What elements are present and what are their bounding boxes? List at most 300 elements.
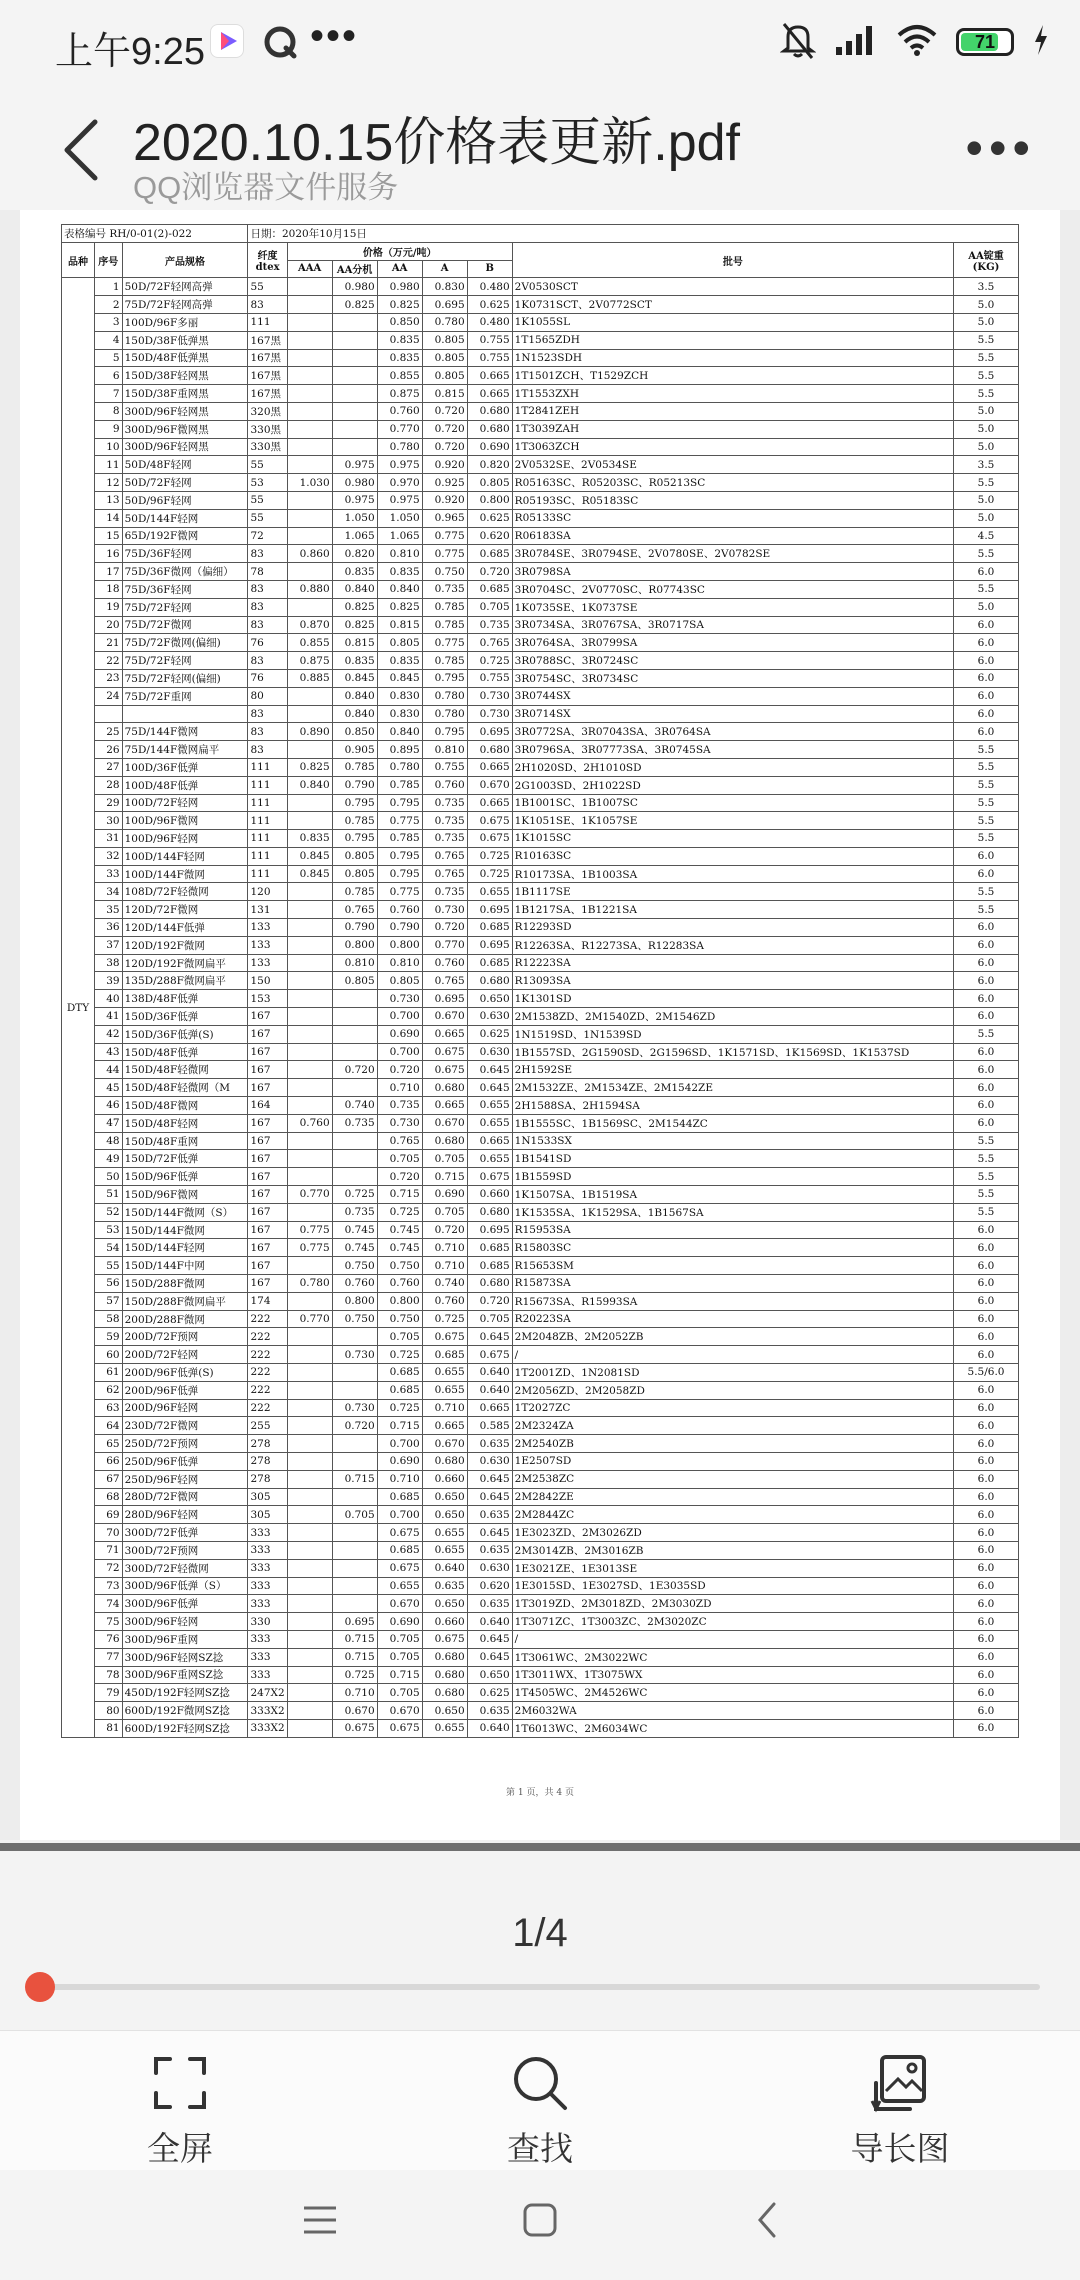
spec-cell: 150D/48F低弹黑 (122, 349, 248, 367)
b-cell: 0.685 (467, 919, 512, 937)
seq-cell: 11 (95, 456, 123, 474)
table-row (62, 349, 1019, 367)
table-row (62, 1097, 1019, 1115)
b-cell: 0.720 (467, 1292, 512, 1310)
aa-cell: 0.760 (377, 1275, 422, 1293)
aaa-cell: 0.760 (287, 1114, 332, 1132)
aa-split-cell: 0.740 (332, 1097, 377, 1115)
batch-cell: 2M2324ZA (512, 1417, 953, 1435)
fineness-cell: 167黑 (248, 385, 287, 403)
bottom-toolbar (0, 2030, 1080, 2171)
weight-cell: 6.0 (954, 1346, 1019, 1364)
fineness-cell: 131 (248, 901, 287, 919)
aa-cell: 0.830 (377, 687, 422, 705)
aa-cell: 0.970 (377, 474, 422, 492)
aa-split-cell: 0.715 (332, 1648, 377, 1666)
a-cell: 0.690 (422, 1186, 467, 1204)
aa-split-cell: 0.710 (332, 1684, 377, 1702)
pdf-viewport[interactable] (0, 210, 1080, 1840)
batch-cell: 1T3061WC、2M3022WC (512, 1648, 953, 1666)
batch-cell: R15653SM (512, 1257, 953, 1275)
fineness-cell: 167 (248, 1275, 287, 1293)
aa-cell: 0.805 (377, 972, 422, 990)
batch-cell: 1T2001ZD、1N2081SD (512, 1364, 953, 1382)
aaa-cell (287, 954, 332, 972)
batch-cell: 2M2842ZE (512, 1488, 953, 1506)
aaa-cell (287, 438, 332, 456)
spec-cell: 150D/288F微网 (122, 1275, 248, 1293)
batch-cell: 3R0788SC、3R0724SC (512, 652, 953, 670)
weight-cell: 6.0 (954, 936, 1019, 954)
a-cell: 0.665 (422, 1025, 467, 1043)
batch-cell: 3R0704SC、2V0770SC、R07743SC (512, 580, 953, 598)
table-row (62, 1292, 1019, 1310)
seq-cell: 69 (95, 1506, 123, 1524)
table-row (62, 402, 1019, 420)
aaa-cell (287, 1150, 332, 1168)
spec-cell: 280D/96F轻网 (122, 1506, 248, 1524)
aa-split-cell: 0.820 (332, 545, 377, 563)
mute-icon (780, 20, 816, 65)
aa-cell: 0.835 (377, 331, 422, 349)
aaa-cell (287, 527, 332, 545)
weight-cell: 6.0 (954, 847, 1019, 865)
weight-cell: 6.0 (954, 1613, 1019, 1631)
aa-cell: 0.705 (377, 1328, 422, 1346)
find-button[interactable] (460, 2053, 620, 2170)
weight-cell: 5.5 (954, 474, 1019, 492)
fineness-cell: 278 (248, 1470, 287, 1488)
aa-split-cell: 0.800 (332, 1292, 377, 1310)
spec-cell: 100D/96F轻网 (122, 830, 248, 848)
batch-cell: 2H1592SE (512, 1061, 953, 1079)
table-row (62, 758, 1019, 776)
aa-split-cell: 0.845 (332, 669, 377, 687)
aaa-cell: 0.860 (287, 545, 332, 563)
b-cell: 0.665 (467, 794, 512, 812)
aaa-cell (287, 1506, 332, 1524)
b-cell: 0.665 (467, 1399, 512, 1417)
table-row (62, 545, 1019, 563)
fineness-cell: 83 (248, 296, 287, 314)
aa-cell: 0.770 (377, 420, 422, 438)
fineness-cell: 83 (248, 741, 287, 759)
table-row (62, 794, 1019, 812)
b-cell: 0.630 (467, 1559, 512, 1577)
seq-cell: 14 (95, 509, 123, 527)
weight-cell: 5.5/6.0 (954, 1364, 1019, 1382)
back-button[interactable] (55, 110, 115, 190)
aa-split-cell: 0.745 (332, 1221, 377, 1239)
fineness-cell: 305 (248, 1506, 287, 1524)
seq-cell: 78 (95, 1666, 123, 1684)
aa-split-cell (332, 1132, 377, 1150)
signal-icon (834, 23, 878, 62)
table-row (62, 1008, 1019, 1026)
table-row (62, 385, 1019, 403)
charging-icon (1032, 23, 1050, 62)
aaa-cell (287, 367, 332, 385)
a-cell: 0.775 (422, 634, 467, 652)
table-row (62, 741, 1019, 759)
batch-cell: 1N1519SD、1N1539SD (512, 1025, 953, 1043)
aaa-cell (287, 1025, 332, 1043)
batch-cell: / (512, 1630, 953, 1648)
document-title: 2020.10.15价格表更新.pdf (133, 114, 740, 172)
table-row (62, 901, 1019, 919)
long-image-button[interactable] (820, 2053, 980, 2170)
batch-cell: 3R0754SC、3R0734SC (512, 669, 953, 687)
b-cell: 0.625 (467, 1025, 512, 1043)
aa-cell: 0.765 (377, 1132, 422, 1150)
fineness-cell: 333X2 (248, 1719, 287, 1737)
fineness-cell: 333X2 (248, 1702, 287, 1720)
long-image-label: 导长图 (850, 2130, 950, 2167)
aa-split-cell: 0.825 (332, 296, 377, 314)
b-cell: 0.620 (467, 527, 512, 545)
seq-cell: 44 (95, 1061, 123, 1079)
seq-cell: 57 (95, 1292, 123, 1310)
fullscreen-button[interactable] (100, 2053, 260, 2170)
spec-cell: 100D/72F轻网 (122, 794, 248, 812)
b-cell: 0.620 (467, 1577, 512, 1595)
aa-split-cell: 0.850 (332, 723, 377, 741)
aa-cell: 0.785 (377, 776, 422, 794)
aaa-cell (287, 1488, 332, 1506)
weight-cell: 6.0 (954, 1435, 1019, 1453)
b-cell: 0.680 (467, 420, 512, 438)
b-cell: 0.645 (467, 1648, 512, 1666)
b-cell: 0.640 (467, 1719, 512, 1737)
table-row (62, 1328, 1019, 1346)
batch-cell: R20223SA (512, 1310, 953, 1328)
weight-cell: 5.5 (954, 1025, 1019, 1043)
aa-cell: 0.685 (377, 1541, 422, 1559)
weight-cell: 6.0 (954, 1630, 1019, 1648)
aa-cell: 0.675 (377, 1524, 422, 1542)
fineness-cell: 83 (248, 705, 287, 723)
spec-cell: 200D/96F低弹(S) (122, 1364, 248, 1382)
fineness-cell: 222 (248, 1346, 287, 1364)
aa-split-cell: 0.825 (332, 598, 377, 616)
batch-cell: 1T2027ZC (512, 1399, 953, 1417)
batch-cell: 1B1117SE (512, 883, 953, 901)
aa-split-cell: 0.750 (332, 1310, 377, 1328)
table-row (62, 1648, 1019, 1666)
aaa-cell: 0.770 (287, 1310, 332, 1328)
weight-cell: 6.0 (954, 1702, 1019, 1720)
status-bar (0, 0, 1080, 90)
aa-split-cell: 0.835 (332, 563, 377, 581)
fullscreen-label: 全屏 (147, 2130, 213, 2167)
home-button[interactable] (520, 2200, 560, 2245)
weight-cell: 5.0 (954, 491, 1019, 509)
a-cell: 0.805 (422, 331, 467, 349)
fineness-cell: 164 (248, 1097, 287, 1115)
batch-cell: 1B1557SD、2G1590SD、2G1596SD、1K1571SD、1K1569SD、1K1537SD (512, 1043, 953, 1061)
fineness-cell: 330黑 (248, 438, 287, 456)
weight-cell: 6.0 (954, 1541, 1019, 1559)
aaa-cell: 0.840 (287, 776, 332, 794)
fineness-cell: 167 (248, 1043, 287, 1061)
batch-cell: 2H1588SA、2H1594SA (512, 1097, 953, 1115)
a-cell: 0.705 (422, 1203, 467, 1221)
batch-cell: 1T6013WC、2M6034WC (512, 1719, 953, 1737)
batch-cell: 1E3023ZD、2M3026ZD (512, 1524, 953, 1542)
aa-split-cell: 1.065 (332, 527, 377, 545)
aa-cell: 0.790 (377, 919, 422, 937)
aaa-cell (287, 1008, 332, 1026)
seq-cell: 27 (95, 758, 123, 776)
table-row (62, 972, 1019, 990)
aaa-cell: 0.770 (287, 1186, 332, 1204)
aaa-cell: 0.875 (287, 652, 332, 670)
a-cell: 0.675 (422, 1328, 467, 1346)
aa-cell: 0.875 (377, 385, 422, 403)
aa-cell: 0.730 (377, 990, 422, 1008)
a-cell: 0.795 (422, 723, 467, 741)
aa-split-cell (332, 402, 377, 420)
search-icon (510, 2053, 570, 2113)
qq-browser-notification-icon (262, 24, 298, 65)
more-options-button[interactable]: ••• (965, 120, 1036, 176)
app-notification-icon (210, 24, 244, 58)
spec-cell: 150D/144F微网 (122, 1221, 248, 1239)
aa-cell: 0.720 (377, 1168, 422, 1186)
spec-cell: 150D/96F微网 (122, 1186, 248, 1204)
long-image-icon (870, 2053, 930, 2113)
aa-split-cell: 0.790 (332, 919, 377, 937)
b-cell: 0.730 (467, 705, 512, 723)
seq-cell: 24 (95, 687, 123, 705)
weight-cell: 6.0 (954, 1648, 1019, 1666)
fineness-cell: 111 (248, 830, 287, 848)
a-cell: 0.650 (422, 1488, 467, 1506)
weight-cell: 6.0 (954, 990, 1019, 1008)
aa-split-cell: 0.980 (332, 474, 377, 492)
seq-cell: 77 (95, 1648, 123, 1666)
table-row (62, 1221, 1019, 1239)
b-cell: 0.675 (467, 1168, 512, 1186)
table-row (62, 1524, 1019, 1542)
spec-cell: 600D/192F轻网SZ捻 (122, 1719, 248, 1737)
aaa-cell: 0.845 (287, 847, 332, 865)
weight-cell: 6.0 (954, 1559, 1019, 1577)
seq-cell: 13 (95, 491, 123, 509)
menu-icon (300, 2200, 340, 2240)
weight-cell: 5.0 (954, 402, 1019, 420)
a-cell: 0.780 (422, 313, 467, 331)
aaa-cell (287, 296, 332, 314)
fineness-cell: 83 (248, 616, 287, 634)
weight-cell: 6.0 (954, 1239, 1019, 1257)
aa-cell: 0.775 (377, 812, 422, 830)
page-slider[interactable] (40, 1984, 1040, 1990)
a-cell: 0.650 (422, 1506, 467, 1524)
a-cell: 0.720 (422, 1221, 467, 1239)
fineness-cell: 76 (248, 669, 287, 687)
seq-cell: 33 (95, 865, 123, 883)
a-cell: 0.715 (422, 1168, 467, 1186)
aa-cell: 0.720 (377, 1061, 422, 1079)
weight-cell: 5.5 (954, 830, 1019, 848)
aaa-cell (287, 794, 332, 812)
aa-split-cell: 0.980 (332, 278, 377, 296)
b-cell: 0.675 (467, 1346, 512, 1364)
aaa-cell (287, 1061, 332, 1079)
seq-cell: 26 (95, 741, 123, 759)
aa-cell: 0.670 (377, 1702, 422, 1720)
b-cell: 0.730 (467, 687, 512, 705)
seq-cell: 7 (95, 385, 123, 403)
batch-cell: 1T3063ZCH (512, 438, 953, 456)
fineness-cell: 167 (248, 1221, 287, 1239)
table-row (62, 883, 1019, 901)
batch-cell: 2M6032WA (512, 1702, 953, 1720)
aa-split-cell: 0.825 (332, 616, 377, 634)
weight-cell: 6.0 (954, 919, 1019, 937)
batch-cell: R13093SA (512, 972, 953, 990)
aaa-cell (287, 1043, 332, 1061)
weight-cell: 6.0 (954, 1452, 1019, 1470)
a-cell: 0.775 (422, 527, 467, 545)
b-cell: 0.630 (467, 1452, 512, 1470)
weight-cell: 5.5 (954, 758, 1019, 776)
spec-cell: 100D/96F多丽 (122, 313, 248, 331)
b-cell: 0.725 (467, 652, 512, 670)
seq-cell: 45 (95, 1079, 123, 1097)
aaa-cell (287, 1524, 332, 1542)
fineness-cell: 167 (248, 1061, 287, 1079)
fineness-cell: 333 (248, 1666, 287, 1684)
table-row (62, 367, 1019, 385)
table-row (62, 847, 1019, 865)
batch-cell: 1E2507SD (512, 1452, 953, 1470)
fineness-cell: 255 (248, 1417, 287, 1435)
batch-cell: 1T3071ZC、1T3003ZC、2M3020ZC (512, 1613, 953, 1631)
a-cell: 0.965 (422, 509, 467, 527)
page-slider-thumb[interactable] (25, 1972, 55, 2002)
b-cell: 0.655 (467, 883, 512, 901)
a-cell: 0.680 (422, 1684, 467, 1702)
a-cell: 0.705 (422, 1150, 467, 1168)
spec-cell: 120D/192F微网 (122, 936, 248, 954)
table-row (62, 1506, 1019, 1524)
b-cell: 0.630 (467, 1008, 512, 1026)
fineness-cell: 111 (248, 794, 287, 812)
spec-cell: 50D/72F轻网高弹 (122, 278, 248, 296)
aa-cell: 0.700 (377, 1506, 422, 1524)
spec-cell: 150D/36F低弹(S) (122, 1025, 248, 1043)
table-row (62, 1079, 1019, 1097)
table-row (62, 1168, 1019, 1186)
table-row (62, 919, 1019, 937)
batch-cell: 3R0744SX (512, 687, 953, 705)
aa-cell: 0.780 (377, 758, 422, 776)
seq-cell: 81 (95, 1719, 123, 1737)
aaa-cell (287, 1719, 332, 1737)
batch-cell: 2M2056ZD、2M2058ZD (512, 1381, 953, 1399)
spec-cell: 150D/36F低弹 (122, 1008, 248, 1026)
a-cell: 0.680 (422, 1452, 467, 1470)
aa-cell: 0.690 (377, 1452, 422, 1470)
spec-cell: 75D/144F微网 (122, 723, 248, 741)
aaa-cell (287, 1684, 332, 1702)
page-footer-note: 第 1 页，共 4 页 (506, 1788, 574, 1798)
aa-split-cell (332, 385, 377, 403)
aa-cell: 0.850 (377, 313, 422, 331)
aa-split-cell: 0.905 (332, 741, 377, 759)
aa-cell: 0.825 (377, 598, 422, 616)
a-cell: 0.650 (422, 1595, 467, 1613)
spec-cell: 150D/38F重网黑 (122, 385, 248, 403)
b-cell: 0.655 (467, 1097, 512, 1115)
b-cell: 0.695 (467, 723, 512, 741)
spec-cell: 150D/38F低弹黑 (122, 331, 248, 349)
aa-split-cell (332, 349, 377, 367)
b-cell: 0.680 (467, 1275, 512, 1293)
table-row (62, 1132, 1019, 1150)
aa-split-cell: 0.835 (332, 652, 377, 670)
batch-cell: 1T4505WC、2M4526WC (512, 1684, 953, 1702)
spec-cell: 150D/96F低弹 (122, 1168, 248, 1186)
aaa-cell (287, 1399, 332, 1417)
b-cell: 0.805 (467, 474, 512, 492)
aa-cell: 0.690 (377, 1025, 422, 1043)
batch-cell: 1E3021ZE、1E3013SE (512, 1559, 953, 1577)
aa-split-cell (332, 1043, 377, 1061)
recent-apps-button[interactable] (300, 2200, 340, 2245)
aaa-cell (287, 705, 332, 723)
batch-cell: 1B1217SA、1B1221SA (512, 901, 953, 919)
aaa-cell (287, 1203, 332, 1221)
fineness-cell: 55 (248, 456, 287, 474)
b-cell: 0.685 (467, 580, 512, 598)
weight-cell: 5.5 (954, 1203, 1019, 1221)
aaa-cell (287, 936, 332, 954)
table-row (62, 1702, 1019, 1720)
aa-split-cell: 0.795 (332, 794, 377, 812)
a-cell: 0.755 (422, 758, 467, 776)
table-row (62, 616, 1019, 634)
spec-cell: 250D/96F轻网 (122, 1470, 248, 1488)
a-cell: 0.735 (422, 812, 467, 830)
fineness-cell: 167 (248, 1186, 287, 1204)
batch-cell: 1K0731SCT、2V0772SCT (512, 296, 953, 314)
aa-split-cell: 0.975 (332, 491, 377, 509)
aa-split-cell: 0.840 (332, 580, 377, 598)
seq-cell: 20 (95, 616, 123, 634)
aaa-cell: 0.775 (287, 1239, 332, 1257)
batch-cell: 3R0772SA、3R07043SA、3R0764SA (512, 723, 953, 741)
fineness-cell: 333 (248, 1524, 287, 1542)
spec-cell: 100D/48F低弹 (122, 776, 248, 794)
aaa-cell (287, 1132, 332, 1150)
aa-cell: 0.840 (377, 580, 422, 598)
aa-split-cell (332, 1079, 377, 1097)
aa-split-cell (332, 1168, 377, 1186)
aa-cell: 0.980 (377, 278, 422, 296)
aa-cell: 0.760 (377, 402, 422, 420)
b-cell: 0.635 (467, 1435, 512, 1453)
table-row (62, 830, 1019, 848)
aa-cell: 0.835 (377, 349, 422, 367)
batch-cell: 1N1523SDH (512, 349, 953, 367)
seq-cell: 63 (95, 1399, 123, 1417)
a-cell: 0.810 (422, 741, 467, 759)
batch-cell: 1B1001SC、1B1007SC (512, 794, 953, 812)
system-back-button[interactable] (748, 2200, 788, 2245)
